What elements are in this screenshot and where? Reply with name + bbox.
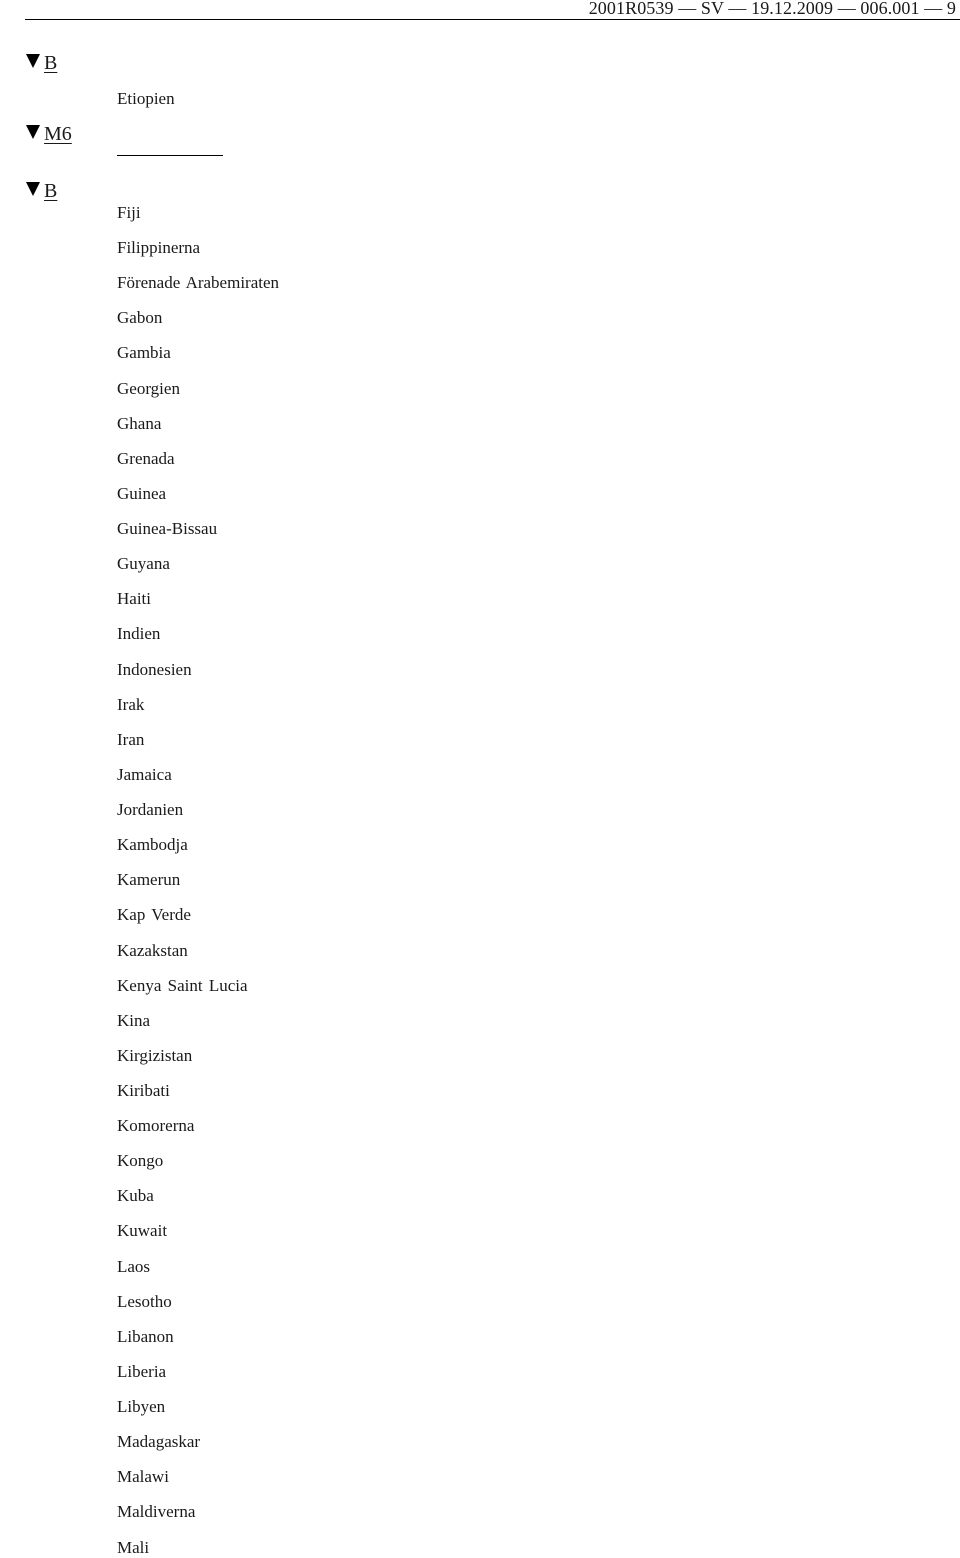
country-item: Malawi [117, 1467, 169, 1486]
country-item: Madagaskar [117, 1432, 201, 1451]
country-item: Lesotho [117, 1292, 172, 1311]
document-reference: 2001R0539 — SV — 19.12.2009 — 006.001 — 9 [588, 0, 956, 18]
amendment-code: B [44, 180, 58, 202]
country-item: Kamerun [117, 870, 181, 889]
country-item: Indien [117, 624, 161, 643]
country-item: Irak [117, 695, 145, 714]
country-item: Georgien [117, 379, 180, 398]
country-item: Indonesien [117, 660, 192, 679]
country-item: Förenade Arabemiraten [117, 273, 280, 292]
amendment-marker-b [26, 51, 57, 75]
country-item: Kuba [117, 1186, 154, 1205]
country-item: Jordanien [117, 800, 184, 819]
country-item: Komorerna [117, 1116, 195, 1135]
amendment-marker-m6 [26, 122, 72, 146]
country-item: Kuwait [117, 1221, 168, 1240]
country-item: Libyen [117, 1397, 166, 1416]
amendment-code: B [44, 52, 58, 74]
country-item: Ghana [117, 414, 162, 433]
header-rule [25, 19, 960, 20]
country-item: Gambia [117, 343, 171, 362]
country-item: Kongo [117, 1151, 164, 1170]
country-item: Kambodja [117, 835, 188, 854]
triangle-down-icon [26, 54, 40, 68]
country-item: Mali [117, 1538, 150, 1557]
triangle-down-icon [26, 125, 40, 139]
country-item: Gabon [117, 308, 163, 327]
deleted-text-line [117, 155, 223, 156]
country-item: Kazakstan [117, 941, 188, 960]
country-item: Guinea-Bissau [117, 519, 218, 538]
country-item: Kirgizistan [117, 1046, 193, 1065]
country-item: Kenya Saint Lucia [117, 976, 248, 995]
country-item: Guyana [117, 554, 170, 573]
amendment-marker-b [26, 179, 57, 203]
triangle-down-icon [26, 182, 40, 196]
country-item: Grenada [117, 449, 175, 468]
country-item: Kina [117, 1011, 151, 1030]
country-item: Kiribati [117, 1081, 170, 1100]
country-item: Jamaica [117, 765, 172, 784]
country-item: Laos [117, 1257, 151, 1276]
page-header [0, 0, 960, 20]
country-item: Libanon [117, 1327, 174, 1346]
country-item: Filippinerna [117, 238, 201, 257]
country-item: Fiji [117, 203, 141, 222]
country-item: Iran [117, 730, 145, 749]
amendment-code: M6 [44, 123, 72, 145]
country-item: Guinea [117, 484, 167, 503]
country-item: Haiti [117, 589, 151, 608]
country-item: Kap Verde [117, 905, 191, 924]
country-item: Etiopien [117, 89, 175, 108]
country-item: Liberia [117, 1362, 167, 1381]
country-item: Maldiverna [117, 1502, 196, 1521]
